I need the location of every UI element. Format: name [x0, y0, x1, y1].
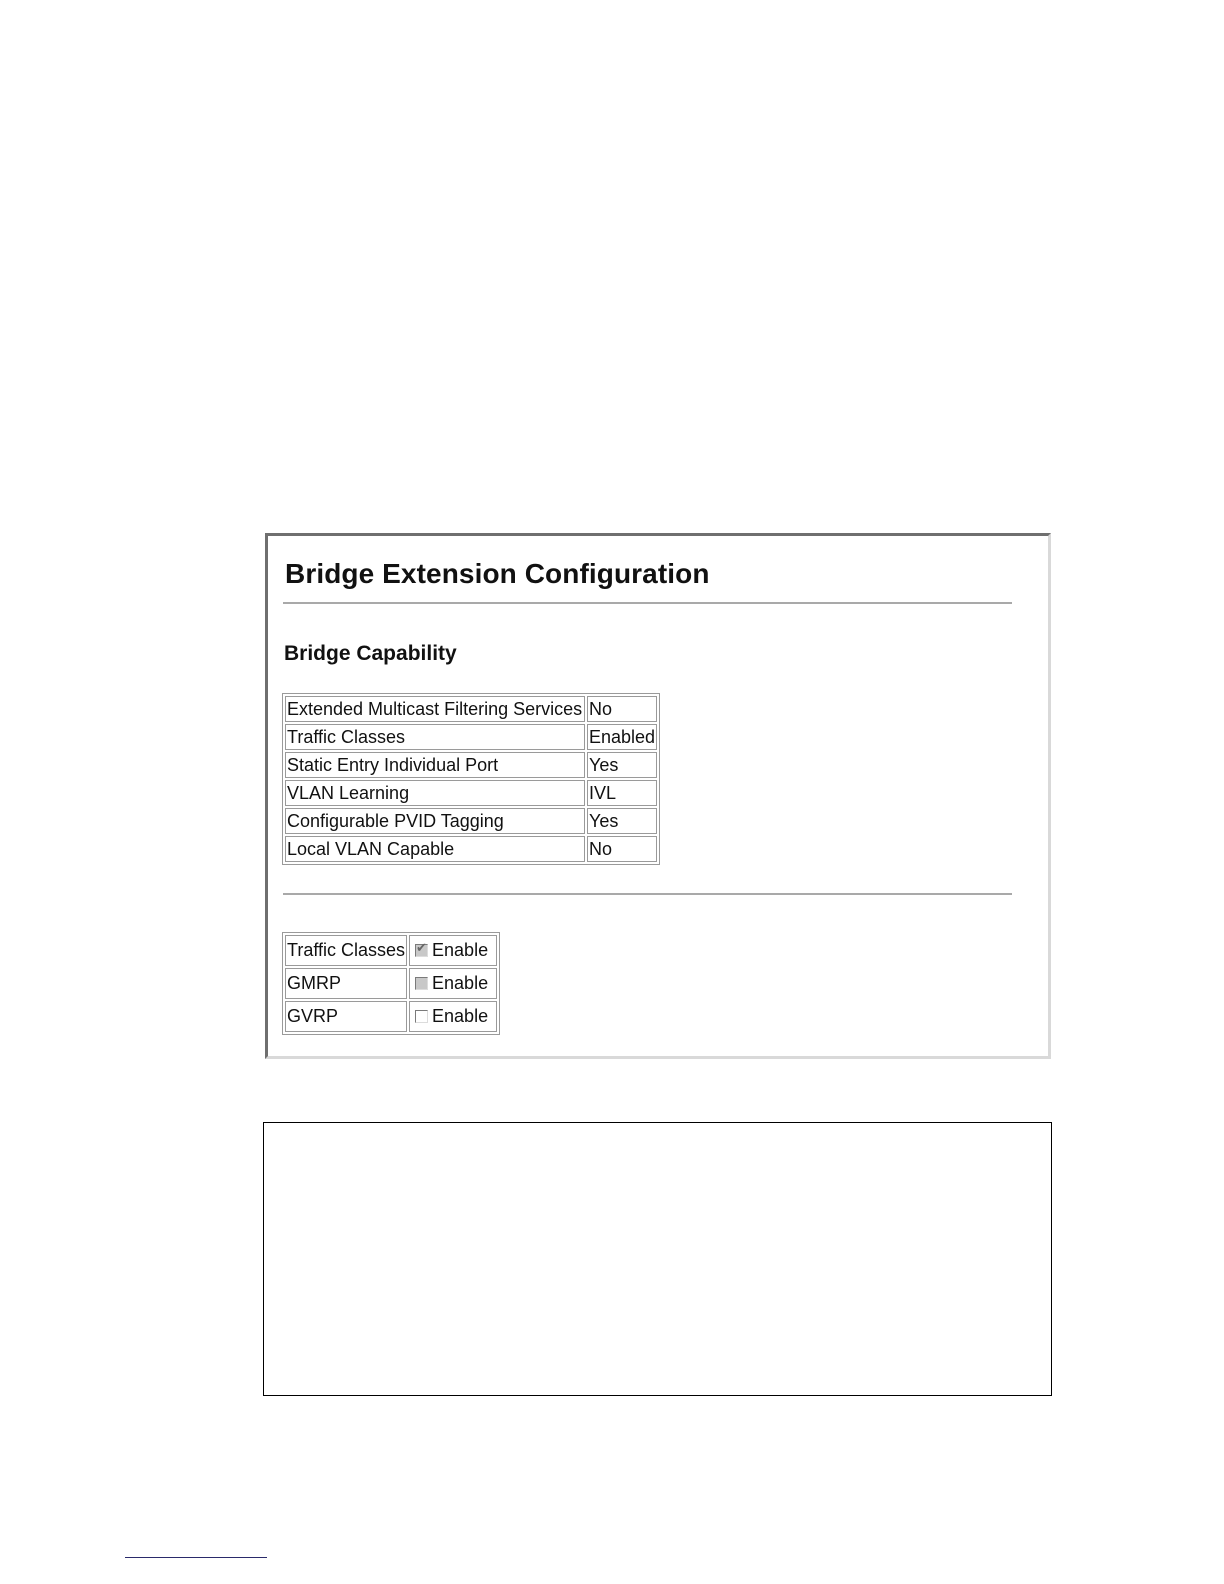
capability-value: Yes [587, 808, 657, 834]
capability-label: Configurable PVID Tagging [285, 808, 585, 834]
traffic-classes-enable-checkbox[interactable] [415, 940, 428, 957]
gmrp-enable-checkbox[interactable] [415, 977, 428, 990]
bridge-settings-table [282, 932, 500, 1035]
footnote-divider [125, 1557, 267, 1558]
title-divider [283, 602, 1012, 604]
table-row [285, 724, 657, 750]
capability-value: IVL [587, 780, 657, 806]
setting-label-gmrp: GMRP [285, 968, 407, 999]
capability-value: No [587, 836, 657, 862]
checkmark-icon: ✔ [416, 940, 427, 955]
table-row [285, 935, 497, 966]
setting-label-traffic-classes: Traffic Classes [285, 935, 407, 966]
table-row [285, 752, 657, 778]
capability-value: Yes [587, 752, 657, 778]
capability-label: Extended Multicast Filtering Services [285, 696, 585, 722]
gvrp-enable-cell [409, 1001, 497, 1032]
table-row [285, 780, 657, 806]
table-row [285, 968, 497, 999]
checkbox-label: Enable [432, 1006, 489, 1026]
section-title: Bridge Capability [284, 642, 457, 665]
capability-value: Enabled [587, 724, 657, 750]
capability-value: No [587, 696, 657, 722]
section-divider [283, 893, 1012, 895]
gvrp-enable-checkbox[interactable] [415, 1010, 428, 1023]
capability-label: Local VLAN Capable [285, 836, 585, 862]
table-row [285, 1001, 497, 1032]
traffic-classes-enable-cell [409, 935, 497, 966]
capability-label: Traffic Classes [285, 724, 585, 750]
gmrp-enable-cell [409, 968, 497, 999]
capability-label: VLAN Learning [285, 780, 585, 806]
checkbox-label: Enable [432, 973, 489, 993]
page-title: Bridge Extension Configuration [285, 558, 710, 589]
table-row [285, 808, 657, 834]
bridge-capability-table [282, 693, 660, 865]
capability-label: Static Entry Individual Port [285, 752, 585, 778]
setting-label-gvrp: GVRP [285, 1001, 407, 1032]
checkbox-label: Enable [432, 940, 489, 960]
table-row [285, 696, 657, 722]
blank-note-box [263, 1122, 1052, 1396]
table-row [285, 836, 657, 862]
bridge-extension-panel [265, 533, 1051, 1059]
